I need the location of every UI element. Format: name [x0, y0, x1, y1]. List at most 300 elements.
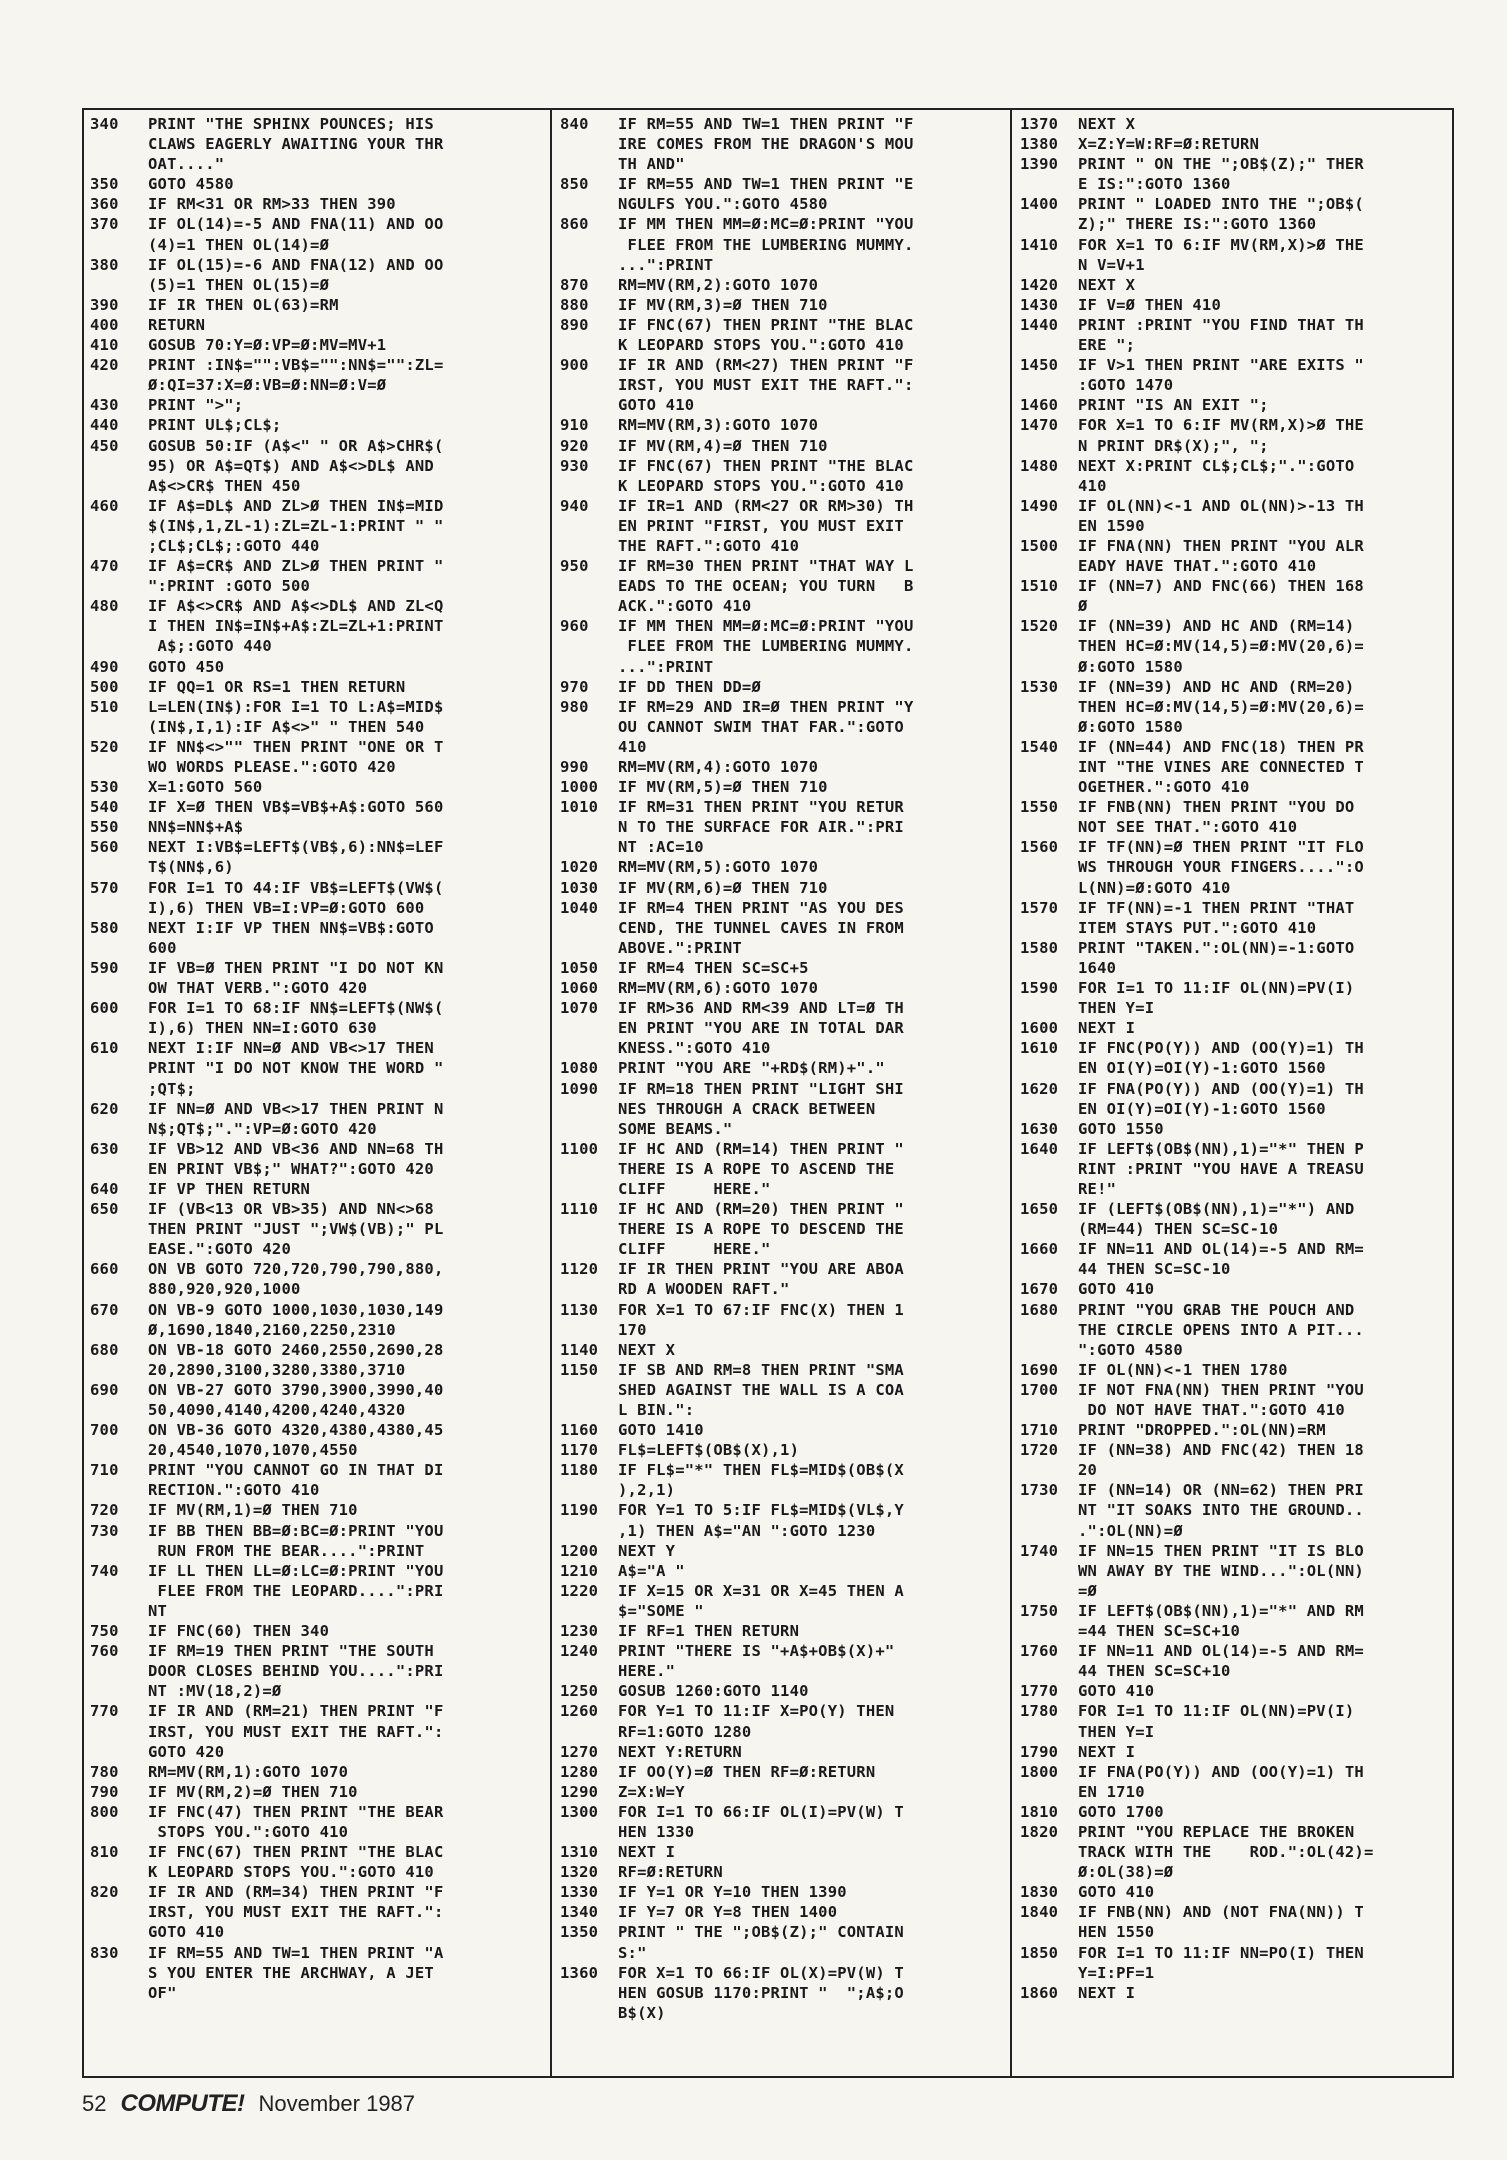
code-text: OW THAT VERB.":GOTO 420	[148, 979, 368, 998]
code-line	[90, 1722, 542, 1742]
code-text: PRINT :PRINT "YOU FIND THAT TH	[1078, 315, 1364, 334]
line-number	[1020, 636, 1078, 656]
line-number: 400	[90, 315, 119, 334]
line-number	[90, 134, 148, 154]
code-text: NEXT I:VB$=LEFT$(VB$,6):NN$=LEF	[148, 838, 444, 857]
code-text: ON VB-18 GOTO 2460,2550,2690,28	[148, 1340, 444, 1359]
code-text: IF NN=11 AND OL(14)=-5 AND RM=	[1078, 1642, 1364, 1661]
code-text: IF TF(NN)=-1 THEN PRINT "THAT	[1078, 898, 1355, 917]
code-text: IF TF(NN)=Ø THEN PRINT "IT FLO	[1078, 838, 1364, 857]
line-number	[90, 1400, 148, 1420]
line-number: 1750	[1020, 1601, 1059, 1620]
code-line	[90, 1842, 542, 1862]
line-number: 460	[90, 496, 119, 515]
code-text: EASE.":GOTO 420	[148, 1240, 291, 1259]
code-line	[1020, 1179, 1446, 1199]
line-number	[90, 1862, 148, 1882]
code-text: NEXT I	[1078, 1019, 1136, 1038]
line-number: 1830	[1020, 1883, 1059, 1902]
code-text: IF SB AND RM=8 THEN PRINT "SMA	[618, 1360, 904, 1379]
code-line	[90, 898, 542, 918]
code-line	[90, 817, 542, 837]
code-line	[1020, 1320, 1446, 1340]
code-line	[560, 596, 1002, 616]
code-line	[560, 1621, 1002, 1641]
code-text: IF OL(NN)<-1 THEN 1780	[1078, 1360, 1288, 1379]
code-line	[560, 1119, 1002, 1139]
code-text: (RM=44) THEN SC=SC-10	[1078, 1220, 1279, 1239]
code-text: L BIN.":	[618, 1401, 695, 1419]
code-text: GOSUB 50:IF (A$<" " OR A$>CHR$(	[148, 436, 444, 455]
listing-column-2	[550, 108, 1010, 2078]
code-text: HEN 1330	[618, 1822, 695, 1841]
code-text: RF=Ø:RETURN	[618, 1863, 723, 1882]
line-number: 1630	[1020, 1119, 1059, 1138]
line-number: 1100	[560, 1139, 599, 1158]
line-number: 440	[90, 416, 119, 435]
code-line	[90, 1279, 542, 1299]
code-line	[1020, 275, 1446, 295]
code-text: INT "THE VINES ARE CONNECTED T	[1078, 758, 1364, 776]
code-text: IF RM=19 THEN PRINT "THE SOUTH	[148, 1642, 434, 1661]
code-line	[90, 1239, 542, 1259]
line-number: 1710	[1020, 1421, 1059, 1440]
code-line	[90, 1943, 542, 1963]
code-text: FLEE FROM THE LUMBERING MUMMY.	[618, 637, 914, 656]
code-text: IF OL(15)=-6 AND FNA(12) AND OO	[148, 255, 444, 274]
code-line	[560, 235, 1002, 255]
code-line	[1020, 496, 1446, 516]
code-text: .":OL(NN)=Ø	[1078, 1521, 1183, 1540]
code-text: EN PRINT VB$;" WHAT?":GOTO 420	[148, 1159, 434, 1178]
line-number	[560, 395, 618, 415]
code-text: S YOU ENTER THE ARCHWAY, A JET	[148, 1963, 434, 1982]
code-text: EN 1590	[1078, 516, 1145, 535]
code-text: GOTO 4580	[148, 175, 234, 194]
code-line	[560, 1902, 1002, 1922]
code-text: NT	[148, 1601, 168, 1620]
line-number	[560, 516, 618, 536]
line-number: 640	[90, 1179, 119, 1198]
code-text: ABOVE.":PRINT	[618, 938, 742, 957]
code-text: PRINT " ON THE ";OB$(Z);" THER	[1078, 155, 1364, 174]
code-line	[560, 938, 1002, 958]
line-number	[560, 1722, 618, 1742]
line-number	[1020, 657, 1078, 677]
code-line	[1020, 1621, 1446, 1641]
code-line	[560, 1440, 1002, 1460]
code-text: NGULFS YOU.":GOTO 4580	[618, 195, 828, 214]
code-text: IF FL$="*" THEN FL$=MID$(OB$(X	[618, 1461, 904, 1480]
code-line	[1020, 1239, 1446, 1259]
code-text: RUN FROM THE BEAR....":PRINT	[148, 1541, 425, 1560]
code-line	[560, 697, 1002, 717]
line-number	[560, 737, 618, 757]
code-line	[1020, 1842, 1446, 1862]
line-number	[1020, 1400, 1078, 1420]
code-line	[1020, 1099, 1446, 1119]
line-number: 340	[90, 115, 119, 133]
code-line	[560, 616, 1002, 636]
line-number: 700	[90, 1421, 119, 1440]
line-number: 1450	[1020, 356, 1059, 375]
code-line	[1020, 1762, 1446, 1782]
code-line	[1020, 878, 1446, 898]
code-text: NT :MV(18,2)=Ø	[148, 1682, 282, 1701]
code-line	[560, 1179, 1002, 1199]
code-line	[560, 2003, 1002, 2023]
code-line	[560, 657, 1002, 677]
line-number	[90, 1360, 148, 1380]
code-line	[90, 255, 542, 275]
line-number	[560, 636, 618, 656]
code-line	[1020, 436, 1446, 456]
code-line	[560, 194, 1002, 214]
line-number	[1020, 697, 1078, 717]
line-number	[1020, 998, 1078, 1018]
line-number: 1290	[560, 1782, 599, 1801]
code-text: PRINT "DROPPED.":OL(NN)=RM	[1078, 1421, 1326, 1440]
code-line	[1020, 1782, 1446, 1802]
code-line	[560, 1842, 1002, 1862]
line-number	[90, 516, 148, 536]
code-text: EADS TO THE OCEAN; YOU TURN B	[618, 577, 914, 596]
line-number	[90, 978, 148, 998]
code-text: PRINT ">";	[148, 396, 244, 415]
code-text: PRINT "YOU CANNOT GO IN THAT DI	[148, 1461, 444, 1480]
line-number: 1300	[560, 1802, 599, 1821]
code-line	[1020, 315, 1446, 335]
code-text: HEN 1550	[1078, 1923, 1155, 1942]
code-text: Ø:GOTO 1580	[1078, 717, 1183, 736]
code-line	[1020, 1922, 1446, 1942]
code-line	[90, 1521, 542, 1541]
line-number: 650	[90, 1200, 119, 1219]
line-number: 1840	[1020, 1903, 1059, 1922]
code-text: RM=MV(RM,1):GOTO 1070	[148, 1762, 349, 1781]
code-line	[560, 1079, 1002, 1099]
line-number: 820	[90, 1883, 119, 1902]
line-number	[1020, 1340, 1078, 1360]
code-line	[1020, 1480, 1446, 1500]
code-text: FOR I=1 TO 66:IF OL(I)=PV(W) T	[618, 1802, 904, 1821]
line-number	[90, 1279, 148, 1299]
line-number: 580	[90, 918, 119, 937]
code-text: STOPS YOU.":GOTO 410	[148, 1822, 349, 1841]
line-number	[560, 918, 618, 938]
line-number	[90, 1722, 148, 1742]
code-text: ITEM STAYS PUT.":GOTO 410	[1078, 918, 1317, 937]
code-text: IF MV(RM,6)=Ø THEN 710	[618, 878, 828, 897]
line-number: 1080	[560, 1059, 599, 1078]
code-text: IF FNA(PO(Y)) AND (OO(Y)=1) TH	[1078, 1079, 1364, 1098]
line-number: 1440	[1020, 315, 1059, 334]
code-text: RM=MV(RM,5):GOTO 1070	[618, 858, 819, 877]
code-text: T$(NN$,6)	[148, 858, 234, 877]
code-text: E IS:":GOTO 1360	[1078, 175, 1231, 194]
line-number	[90, 154, 148, 174]
code-text: K LEOPARD STOPS YOU.":GOTO 410	[618, 336, 904, 355]
code-text: 44 THEN SC=SC-10	[1078, 1260, 1231, 1279]
code-line	[560, 1159, 1002, 1179]
line-number: 500	[90, 677, 119, 696]
code-line	[1020, 1963, 1446, 1983]
code-line	[560, 1701, 1002, 1721]
code-text: FOR I=1 TO 11:IF OL(NN)=PV(I)	[1078, 979, 1355, 998]
code-text: Z);" THERE IS:":GOTO 1360	[1078, 215, 1317, 234]
code-text: IF RF=1 THEN RETURN	[618, 1622, 800, 1641]
line-number: 1240	[560, 1642, 599, 1661]
code-text: IF V>1 THEN PRINT "ARE EXITS "	[1078, 356, 1364, 375]
code-text: IF X=Ø THEN VB$=VB$+A$:GOTO 560	[148, 798, 444, 817]
code-line	[1020, 415, 1446, 435]
code-line	[1020, 1500, 1446, 1520]
line-number	[90, 576, 148, 596]
line-number: 1130	[560, 1300, 599, 1319]
code-line	[560, 1521, 1002, 1541]
code-line	[560, 335, 1002, 355]
code-text: FLEE FROM THE LEOPARD....":PRI	[148, 1581, 444, 1600]
line-number: 350	[90, 175, 119, 194]
line-number: 830	[90, 1943, 119, 1962]
code-text: A$="A "	[618, 1561, 685, 1580]
code-line	[560, 1139, 1002, 1159]
line-number	[1020, 1320, 1078, 1340]
code-line	[560, 1460, 1002, 1480]
line-number	[1020, 1099, 1078, 1119]
line-number	[1020, 255, 1078, 275]
code-line	[1020, 536, 1446, 556]
code-line	[1020, 1581, 1446, 1601]
code-text: =Ø	[1078, 1581, 1098, 1600]
line-number: 1850	[1020, 1943, 1059, 1962]
code-line	[560, 958, 1002, 978]
code-text: THEN HC=Ø:MV(14,5)=Ø:MV(20,6)=	[1078, 637, 1364, 656]
code-text: IF Y=1 OR Y=10 THEN 1390	[618, 1883, 847, 1902]
line-number: 1620	[1020, 1079, 1059, 1098]
line-number	[90, 717, 148, 737]
code-text: IF FNC(67) THEN PRINT "THE BLAC	[618, 456, 914, 475]
line-number	[560, 235, 618, 255]
line-number	[1020, 717, 1078, 737]
code-line	[1020, 697, 1446, 717]
code-text: 20,4540,1070,1070,4550	[148, 1441, 358, 1460]
code-line	[1020, 1661, 1446, 1681]
line-number	[90, 1219, 148, 1239]
code-line	[1020, 255, 1446, 275]
code-text: PRINT :IN$="":VB$="":NN$="":ZL=	[148, 356, 444, 375]
code-text: Ø,1690,1840,2160,2250,2310	[148, 1320, 396, 1339]
code-line	[1020, 1259, 1446, 1279]
line-number: 1120	[560, 1260, 599, 1279]
issue-date: November 1987	[258, 2091, 416, 2116]
line-number: 1360	[560, 1963, 599, 1982]
code-line	[560, 1541, 1002, 1561]
line-number	[560, 1400, 618, 1420]
code-line	[1020, 235, 1446, 255]
code-line	[560, 1862, 1002, 1882]
code-line	[560, 636, 1002, 656]
code-text: KNESS.":GOTO 410	[618, 1039, 771, 1058]
code-line	[1020, 1882, 1446, 1902]
code-text: =44 THEN SC=SC+10	[1078, 1622, 1241, 1641]
line-number: 940	[560, 496, 589, 515]
code-line	[1020, 737, 1446, 757]
line-number: 780	[90, 1762, 119, 1781]
line-number	[1020, 436, 1078, 456]
code-line	[90, 1159, 542, 1179]
code-line	[1020, 1119, 1446, 1139]
code-text: PRINT " LOADED INTO THE ";OB$(	[1078, 195, 1364, 214]
code-text: IF (LEFT$(OB$(NN),1)="*") AND	[1078, 1200, 1355, 1219]
code-text: ON VB GOTO 720,720,790,790,880,	[148, 1260, 444, 1279]
code-line	[1020, 1681, 1446, 1701]
line-number: 1180	[560, 1461, 599, 1480]
line-number	[90, 1601, 148, 1621]
code-text: IF VB>12 AND VB<36 AND NN=68 TH	[148, 1139, 444, 1158]
line-number: 1530	[1020, 677, 1059, 696]
line-number: 1540	[1020, 737, 1059, 756]
page-footer	[82, 2090, 415, 2130]
code-line	[90, 1983, 542, 2003]
line-number: 1040	[560, 898, 599, 917]
code-text: PRINT "TAKEN.":OL(NN)=-1:GOTO	[1078, 938, 1355, 957]
code-text: IF IR AND (RM<27) THEN PRINT "F	[618, 356, 914, 375]
code-line	[90, 275, 542, 295]
code-line	[1020, 214, 1446, 234]
code-line	[90, 1782, 542, 1802]
line-number: 550	[90, 818, 119, 837]
code-text: FOR X=1 TO 66:IF OL(X)=PV(W) T	[618, 1963, 904, 1982]
code-line	[560, 1661, 1002, 1681]
line-number	[560, 1038, 618, 1058]
code-line	[90, 1179, 542, 1199]
line-number	[560, 1219, 618, 1239]
code-text: Ø	[1078, 597, 1088, 616]
line-number: 1650	[1020, 1200, 1059, 1219]
code-text: SOME BEAMS."	[618, 1119, 733, 1138]
line-number: 600	[90, 999, 119, 1018]
line-number: 1000	[560, 778, 599, 797]
code-line	[90, 355, 542, 375]
line-number	[90, 1239, 148, 1259]
line-number	[90, 1159, 148, 1179]
line-number	[1020, 857, 1078, 877]
code-line	[1020, 1460, 1446, 1480]
code-text: 1640	[1078, 958, 1117, 977]
code-text: :GOTO 1470	[1078, 376, 1174, 395]
code-text: IF RM=31 THEN PRINT "YOU RETUR	[618, 798, 904, 817]
code-text: IF MV(RM,5)=Ø THEN 710	[618, 778, 828, 797]
line-number: 1060	[560, 979, 599, 998]
code-text: IRST, YOU MUST EXIT THE RAFT.":	[618, 376, 914, 395]
code-text: IF MV(RM,4)=Ø THEN 710	[618, 436, 828, 455]
code-text: Z=X:W=Y	[618, 1782, 685, 1801]
code-line	[90, 1079, 542, 1099]
code-line	[1020, 958, 1446, 978]
line-number: 1370	[1020, 115, 1059, 133]
code-text: S:"	[618, 1943, 647, 1962]
code-text: PRINT "IS AN EXIT ";	[1078, 396, 1269, 415]
listing-column-3	[1010, 108, 1454, 2078]
code-line	[90, 375, 542, 395]
line-number: 670	[90, 1300, 119, 1319]
code-line	[90, 1420, 542, 1440]
line-number	[1020, 1219, 1078, 1239]
code-line	[90, 576, 542, 596]
code-text: ,1) THEN A$="AN ":GOTO 1230	[618, 1521, 876, 1540]
line-number: 590	[90, 958, 119, 977]
code-line	[560, 1802, 1002, 1822]
code-line	[560, 1219, 1002, 1239]
code-line	[560, 1882, 1002, 1902]
code-text: ON VB-27 GOTO 3790,3900,3990,40	[148, 1380, 444, 1399]
line-number	[560, 375, 618, 395]
code-text: SHED AGAINST THE WALL IS A COA	[618, 1380, 904, 1399]
line-number: 1760	[1020, 1642, 1059, 1661]
code-text: IF (NN=39) AND HC AND (RM=14)	[1078, 617, 1355, 636]
code-line	[90, 335, 542, 355]
code-line	[90, 1922, 542, 1942]
code-line	[90, 174, 542, 194]
code-line	[1020, 576, 1446, 596]
code-text: IF A$=DL$ AND ZL>Ø THEN IN$=MID	[148, 496, 444, 515]
line-number: 1420	[1020, 275, 1059, 294]
line-number: 1150	[560, 1360, 599, 1379]
line-number: 1400	[1020, 195, 1059, 214]
code-text: 20	[1078, 1461, 1098, 1480]
line-number: 480	[90, 597, 119, 616]
code-line	[90, 1099, 542, 1119]
code-text: I),6) THEN NN=I:GOTO 630	[148, 1019, 377, 1038]
line-number	[1020, 1782, 1078, 1802]
code-line	[1020, 1983, 1446, 2003]
code-line	[90, 797, 542, 817]
line-number	[560, 1521, 618, 1541]
code-line	[560, 1601, 1002, 1621]
code-text: NES THROUGH A CRACK BETWEEN	[618, 1099, 876, 1118]
line-number: 1250	[560, 1682, 599, 1701]
line-number: 410	[90, 336, 119, 355]
code-line	[560, 214, 1002, 234]
code-text: IF A$=CR$ AND ZL>Ø THEN PRINT "	[148, 557, 444, 576]
line-number	[90, 536, 148, 556]
code-text: IF V=Ø THEN 410	[1078, 295, 1221, 314]
line-number	[1020, 817, 1078, 837]
code-line	[560, 797, 1002, 817]
line-number	[560, 1943, 618, 1963]
line-number: 810	[90, 1843, 119, 1862]
code-text: IF RM=18 THEN PRINT "LIGHT SHI	[618, 1079, 904, 1098]
code-line	[90, 1661, 542, 1681]
code-line	[90, 737, 542, 757]
code-line	[560, 536, 1002, 556]
code-text: OF"	[148, 1983, 177, 2002]
line-number	[560, 476, 618, 496]
page-number: 52	[82, 2091, 107, 2116]
code-text: GOTO 410	[1078, 1280, 1155, 1299]
code-line	[1020, 456, 1446, 476]
code-text: X=1:GOTO 560	[148, 778, 263, 797]
code-text: IF RM>36 AND RM<39 AND LT=Ø TH	[618, 999, 904, 1018]
line-number: 1700	[1020, 1380, 1059, 1399]
code-text: IF VP THEN RETURN	[148, 1179, 311, 1198]
code-line	[560, 1782, 1002, 1802]
line-number: 1720	[1020, 1441, 1059, 1460]
code-text: IF FNC(60) THEN 340	[148, 1622, 330, 1641]
line-number: 850	[560, 175, 589, 194]
line-number	[1020, 556, 1078, 576]
